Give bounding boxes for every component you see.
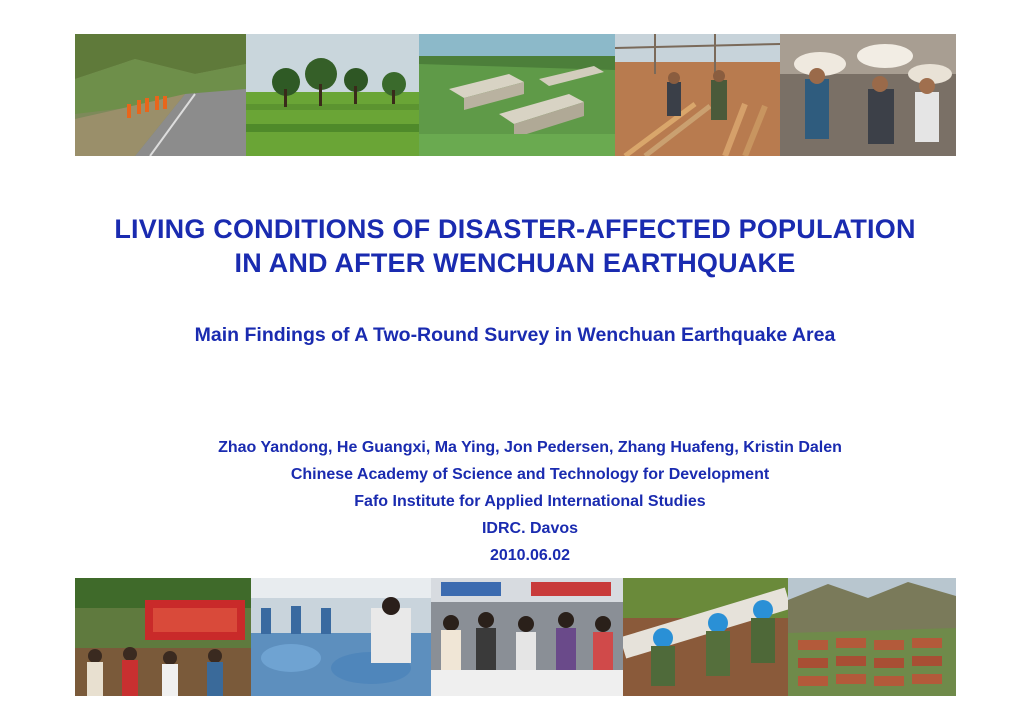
photo-rice-field: [246, 34, 419, 156]
photo-garment-factory: [251, 578, 431, 696]
photo-villagers-banner: [75, 578, 251, 696]
date-line: 2010.06.02: [489, 547, 571, 564]
photo-job-fair-crowd: [431, 578, 623, 696]
slide-title-line2: IN AND AFTER WENCHUAN EARTHQUAKE: [234, 248, 796, 278]
photo-road-workers: [75, 34, 246, 156]
institution-line-1: Chinese Academy of Science and Technology for Development: [290, 466, 770, 483]
slide-subtitle: Main Findings of A Two-Round Survey in Wenchuan Earthquake Area: [194, 324, 836, 346]
slide-title: [60, 212, 970, 280]
photo-soldiers-pipe: [623, 578, 788, 696]
authors-line: Zhao Yandong, He Guangxi, Ma Ying, Jon Pedersen, Zhang Huafeng, Kristin Dalen: [218, 439, 842, 456]
slide-title-line1: LIVING CONDITIONS OF DISASTER-AFFECTED POPULATION: [114, 214, 916, 244]
venue-line: IDRC. Davos: [481, 520, 579, 537]
photo-temporary-housing: [788, 578, 956, 696]
photo-carrying-sacks: [780, 34, 956, 156]
photo-timber-workers: [615, 34, 780, 156]
institution-line-2: Fafo Institute for Applied International Studies: [354, 493, 706, 510]
slide-credits: [100, 434, 960, 569]
photo-new-buildings: [419, 34, 615, 156]
